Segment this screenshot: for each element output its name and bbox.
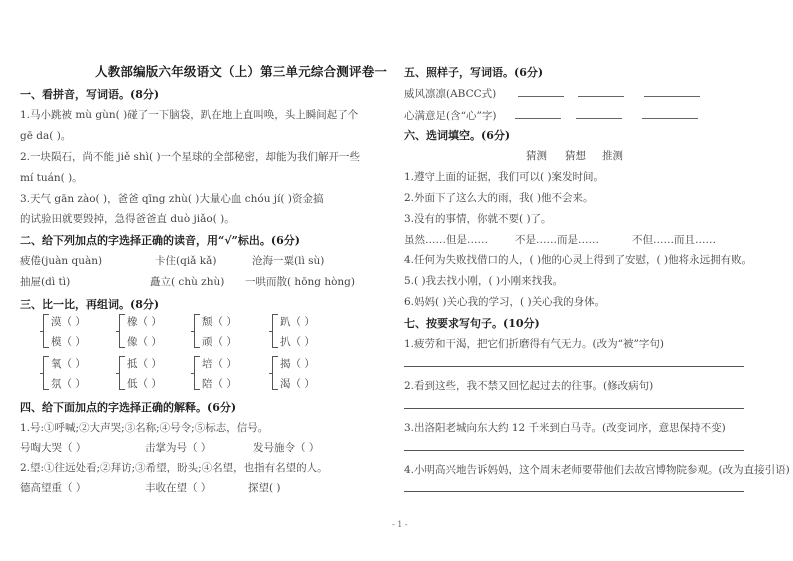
pair-top: 培（ ）: [202, 358, 237, 370]
s4-q2-item-1: 德高望重（ ）: [20, 482, 87, 494]
pair-top: 颓（ ）: [202, 316, 237, 328]
s1-line-4: mí tuán( )。: [20, 172, 83, 184]
pair-bottom: 扒（ ）: [280, 336, 315, 348]
s4-q1-item-2: 击掌为号（ ）: [145, 442, 212, 454]
word-option-3: 推测: [602, 150, 623, 162]
s4-q2-item-2: 丰收在望（ ）: [145, 482, 212, 494]
answer-line[interactable]: [404, 366, 744, 367]
brace-icon: [194, 356, 200, 390]
answer-blank[interactable]: [642, 118, 698, 119]
pair-bottom: 氛（ ）: [51, 378, 86, 390]
s1-line-3: 2.一块陨石，尚不能 jiě shì( )一个星球的全部秘密，却能为我们解开一些: [20, 151, 361, 163]
pair-top: 抵（ ）: [127, 358, 162, 370]
s6-q5: 5.( )我去找小刚，( )小刚来找我。: [404, 275, 564, 287]
s7-q1: 1.疲劳和干渴，把它们折磨得有气无力。(改为“被”字句): [404, 338, 664, 350]
pair-top: 橡（ ）: [127, 316, 162, 328]
answer-line[interactable]: [404, 408, 744, 409]
section-2-heading: 二、给下列加点的字选择正确的读音，用“√”标出。(6分): [20, 234, 300, 247]
s5-row-1-label: 威风凛凛(ABCC式): [404, 88, 497, 100]
s2-item-1: 疲倦(juàn quàn): [20, 255, 103, 267]
compare-pair: [194, 354, 264, 392]
answer-blank[interactable]: [578, 96, 624, 97]
answer-line[interactable]: [404, 450, 744, 451]
s7-q4: 4.小明高兴地告诉妈妈，这个周末老师要带他们去故宫博物院参观。(改为直接引语): [404, 464, 790, 476]
pair-top: 趴（ ）: [280, 316, 315, 328]
section-3-heading: 三、比一比，再组词。(8分): [20, 298, 160, 311]
section-5-heading: 五、照样子，写词语。(6分): [404, 66, 544, 79]
answer-blank[interactable]: [644, 96, 700, 97]
compare-pair: [119, 312, 189, 350]
s1-line-5: 3.天气 gān zào( )，爸爸 qīng zhù( )大量心血 chóu jí( )资金搞: [20, 193, 324, 205]
pair-bottom: 渴（ ）: [280, 378, 315, 390]
s4-q2: 2.望:①往远处看;②拜访;③希望，盼头;④名望，也指有名望的人。: [20, 462, 328, 474]
answer-blank[interactable]: [518, 96, 564, 97]
s6-q4: 4.任何为失败找借口的人，( )他的心灵上得到了安慰，( )他将永远拥有败。: [404, 254, 753, 266]
compare-pair: [43, 354, 113, 392]
compare-pair: [43, 312, 113, 350]
section-6-heading: 六、选词填空。(6分): [404, 129, 511, 142]
s7-q2: 2.看到这些，我不禁又回忆起过去的往事。(修改病句): [404, 380, 654, 392]
s2-item-4: 抽屉(dì tì): [20, 276, 71, 288]
pair-top: 揭（ ）: [280, 358, 315, 370]
s1-line-2: gē da( )。: [20, 130, 72, 142]
section-7-heading: 七、按要求写句子。(10分): [404, 317, 540, 330]
s4-q1: 1.号:①呼喊;②大声哭;③名称;④号令;⑤标志，信号。: [20, 422, 269, 434]
pair-bottom: 像（ ）: [127, 336, 162, 348]
pair-bottom: 顽（ ）: [202, 336, 237, 348]
s7-q3: 3.出洛阳老城向东大约 12 千米到白马寺。(改变词序，意思保持不变): [404, 422, 726, 434]
s2-item-3: 沧海一粟(lì sù): [252, 255, 325, 267]
conj-option-3: 不但……而且……: [632, 234, 716, 246]
section-1-heading: 一、看拼音，写词语。(8分): [20, 88, 160, 101]
compare-pair: [119, 354, 189, 392]
s2-item-5: 矗立( chù zhù): [150, 276, 225, 288]
word-option-1: 猜测: [526, 150, 547, 162]
document-title: 人教部编版六年级语文（上）第三单元综合测评卷一: [95, 64, 388, 79]
s1-line-6: 的试验田就要毁掉，急得爸爸直 duò jiǎo( )。: [20, 213, 235, 225]
s5-row-2-label: 心满意足(含“心”字): [404, 110, 497, 122]
s6-q1: 1.遵守上面的证据，我们可以( )案发时间。: [404, 171, 605, 183]
pair-bottom: 低（ ）: [127, 378, 162, 390]
brace-icon: [119, 314, 125, 348]
s4-q2-item-3: 探望( ): [248, 482, 281, 494]
pair-top: 氧（ ）: [51, 358, 86, 370]
s2-item-6: 一哄而散( hōng hòng): [245, 276, 356, 288]
answer-blank[interactable]: [515, 118, 561, 119]
s2-item-2: 卡住(qiǎ kǎ): [155, 255, 217, 267]
brace-icon: [194, 314, 200, 348]
pair-bottom: 模（ ）: [51, 336, 86, 348]
compare-pair: [272, 354, 342, 392]
brace-icon: [43, 356, 49, 390]
s6-q2: 2.外面下了这么大的雨，我( )他不会来。: [404, 192, 594, 204]
conj-option-2: 不是……而是……: [515, 234, 599, 246]
s6-q3: 3.没有的事情，你就不要( )了。: [404, 213, 552, 225]
page-number: - 1 -: [392, 520, 408, 529]
section-4-heading: 四、给下面加点的字选择正确的解释。(6分): [20, 401, 237, 414]
conj-option-1: 虽然……但是……: [404, 234, 488, 246]
pair-bottom: 陪（ ）: [202, 378, 237, 390]
s6-q6: 6.妈妈( )关心我的学习，( )关心我的身体。: [404, 296, 606, 308]
compare-pair: [272, 312, 342, 350]
s4-q1-item-3: 发号施令（ ）: [253, 442, 320, 454]
s1-line-1: 1.马小跳被 mù gùn( )碰了一下脑袋，趴在地上直叫唤，头上瞬间起了个: [20, 109, 359, 121]
answer-blank[interactable]: [576, 118, 622, 119]
brace-icon: [43, 314, 49, 348]
brace-icon: [119, 356, 125, 390]
compare-pair: [194, 312, 264, 350]
word-option-2: 猜想: [565, 150, 586, 162]
answer-line[interactable]: [404, 491, 744, 492]
pair-top: 漠（ ）: [51, 316, 86, 328]
brace-icon: [272, 356, 278, 390]
brace-icon: [272, 314, 278, 348]
s4-q1-item-1: 号啕大哭（ ）: [20, 442, 87, 454]
